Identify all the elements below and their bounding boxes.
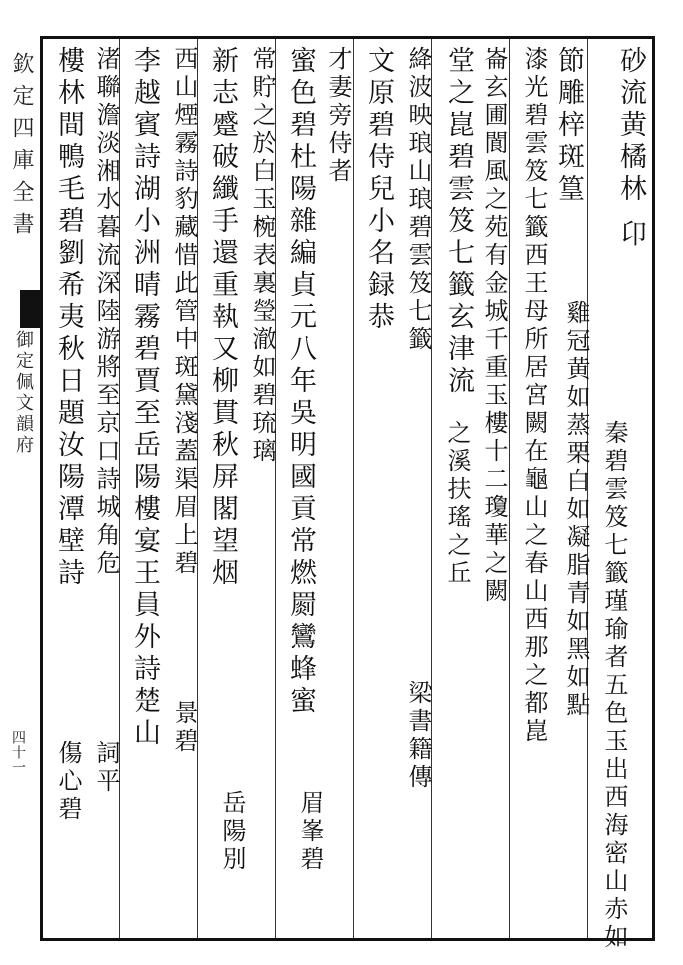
- text-column-15: 樓林間鴨毛碧劉希夷秋日題汝陽潭壁詩: [53, 46, 84, 590]
- text-column-10: 常貯之於白玉椀表裏瑩澈如碧琉璃: [248, 46, 276, 466]
- text-column-6: 絳波映琅山琅碧雲笈七籤: [404, 46, 432, 354]
- frame-right-rule: [652, 36, 655, 941]
- text-column-12: 西山煙霧詩豹藏惜此管中斑黛淺蓋渠眉上碧: [170, 46, 198, 578]
- text-column-1b: 秦碧雲笈七籤瑾瑜者五色玉出西海密山赤如: [600, 420, 628, 952]
- text-column-1: 砂流黄橘林 卬: [615, 46, 646, 252]
- annotation: 詞平: [92, 740, 120, 796]
- annotation: 之溪扶瑤之丘: [443, 420, 471, 588]
- text-column-14: 渚聯澹淡湘水暮流深陸游將至京口詩城角危: [92, 46, 120, 578]
- text-column-13: 李越賓詩湖小洲晴霧碧賈至岳陽樓宴王員外詩楚山: [129, 46, 160, 750]
- annotation: 岳陽別: [218, 790, 246, 874]
- annotation: 梁書籍傳: [404, 680, 432, 792]
- margin-black-block: [20, 290, 40, 328]
- book-title: 御定佩文韻府: [13, 330, 34, 456]
- text-column-2: 節雕梓斑篁: [553, 46, 584, 206]
- collection-title: 欽定四庫全書: [9, 52, 34, 244]
- annotation: 傷心碧: [54, 740, 82, 824]
- annotation: 景碧: [170, 700, 198, 756]
- text-column-5: 堂之崑碧雲笈七籤玄津流: [443, 46, 474, 398]
- page-number: 四十一: [10, 730, 26, 775]
- text-column-4: 崙玄圃閬風之苑有金城千重玉樓十二瓊華之闕: [480, 46, 508, 606]
- text-column-7: 文原碧侍兒小名録恭: [363, 46, 394, 334]
- text-column-11: 新志蹙破纖手還重執又柳貫秋屏閣望烟: [207, 46, 238, 590]
- text-column-9: 蜜色碧杜陽雜編貞元八年吳明國貢常燃罽鸞蜂蜜: [285, 46, 316, 718]
- frame-bottom-rule: [40, 938, 655, 941]
- text-column-3: 漆光碧雲笈七籤西王母所居宮闕在龜山之春山西那之都崑: [520, 46, 548, 746]
- text-column-8: 才妻旁侍者: [324, 46, 352, 186]
- frame-top-rule: [40, 36, 655, 39]
- frame-left-rule: [40, 36, 43, 941]
- annotation: 眉峯碧: [296, 790, 324, 874]
- page-margin: [0, 0, 40, 965]
- text-column-2b: 雞冠黄如蒸栗白如凝脂青如黑如點: [562, 300, 590, 720]
